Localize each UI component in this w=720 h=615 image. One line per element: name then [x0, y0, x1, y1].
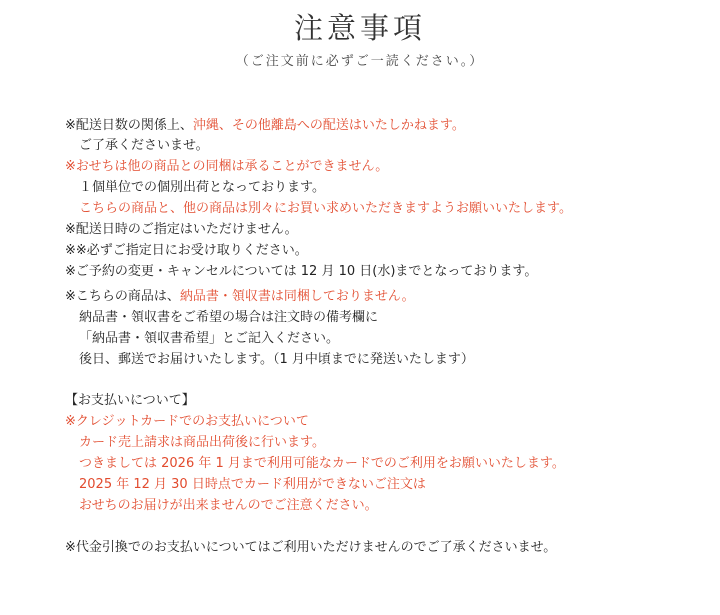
cod-note: ※代金引換でのお支払いについてはご利用いただけませんのでご了承くださいませ。	[65, 540, 557, 555]
receipt-note-detail: 納品書・領収書をご希望の場合は注文時の備考欄に	[79, 310, 379, 325]
receive-date-note: ※※必ずご指定日にお受け取りください。	[65, 243, 308, 258]
receipt-note-request: 「納品書・領収書希望」とご記入ください。	[79, 331, 340, 346]
shipping-note-thanks: ご了承くださいませ。	[79, 138, 209, 153]
receipt-note: ※こちらの商品は、納品書・領収書は同梱しておりません。	[65, 289, 415, 304]
bundle-note-request: こちらの商品と、他の商品は別々にお買い求めいただきますようお願いいたします。	[79, 201, 572, 216]
notice-subtitle: （ご注文前に必ずご一読ください。）	[235, 54, 485, 69]
bundle-note: ※おせちは他の商品との同梱は承ることができません。	[65, 159, 389, 174]
bundle-note-highlight: おせちは他の商品との同梱は承ることができません。	[75, 159, 389, 174]
notice-title: 注意事項	[293, 11, 426, 45]
receipt-note-highlight: 納品書・領収書は同梱しておりません。	[179, 289, 415, 304]
payment-heading: 【お支払いについて】	[65, 393, 195, 408]
bundle-note-detail: １個単位での個別出荷となっております。	[79, 180, 325, 195]
credit-card-deadline: 2025 年 12 月 30 日時点でカード利用ができないご注文は	[79, 477, 426, 492]
shipping-note-highlight: 沖縄、その他離島への配送はいたしかねます。	[192, 118, 465, 133]
receipt-note-mail: 後日、郵送でお届けいたします。（1 月中頃までに発送いたします）	[79, 352, 474, 367]
credit-card-billing: カード売上請求は商品出荷後に行います。	[79, 435, 325, 450]
credit-card-heading: ※クレジットカードでのお支払いについて	[65, 414, 309, 429]
delivery-date-note: ※配送日時のご指定はいただけません。	[65, 222, 298, 237]
credit-card-warning: おせちのお届けが出来ませんのでご注意ください。	[79, 498, 378, 513]
credit-card-validity: つきましては 2026 年 1 月まで利用可能なカードでのご利用をお願いいたします。	[79, 456, 565, 471]
cancel-deadline-note: ※ご予約の変更・キャンセルについては 12 月 10 日(水)までとなっております。	[65, 264, 538, 279]
shipping-note: ※配送日数の関係上、沖縄、その他離島への配送はいたしかねます。	[65, 118, 465, 133]
